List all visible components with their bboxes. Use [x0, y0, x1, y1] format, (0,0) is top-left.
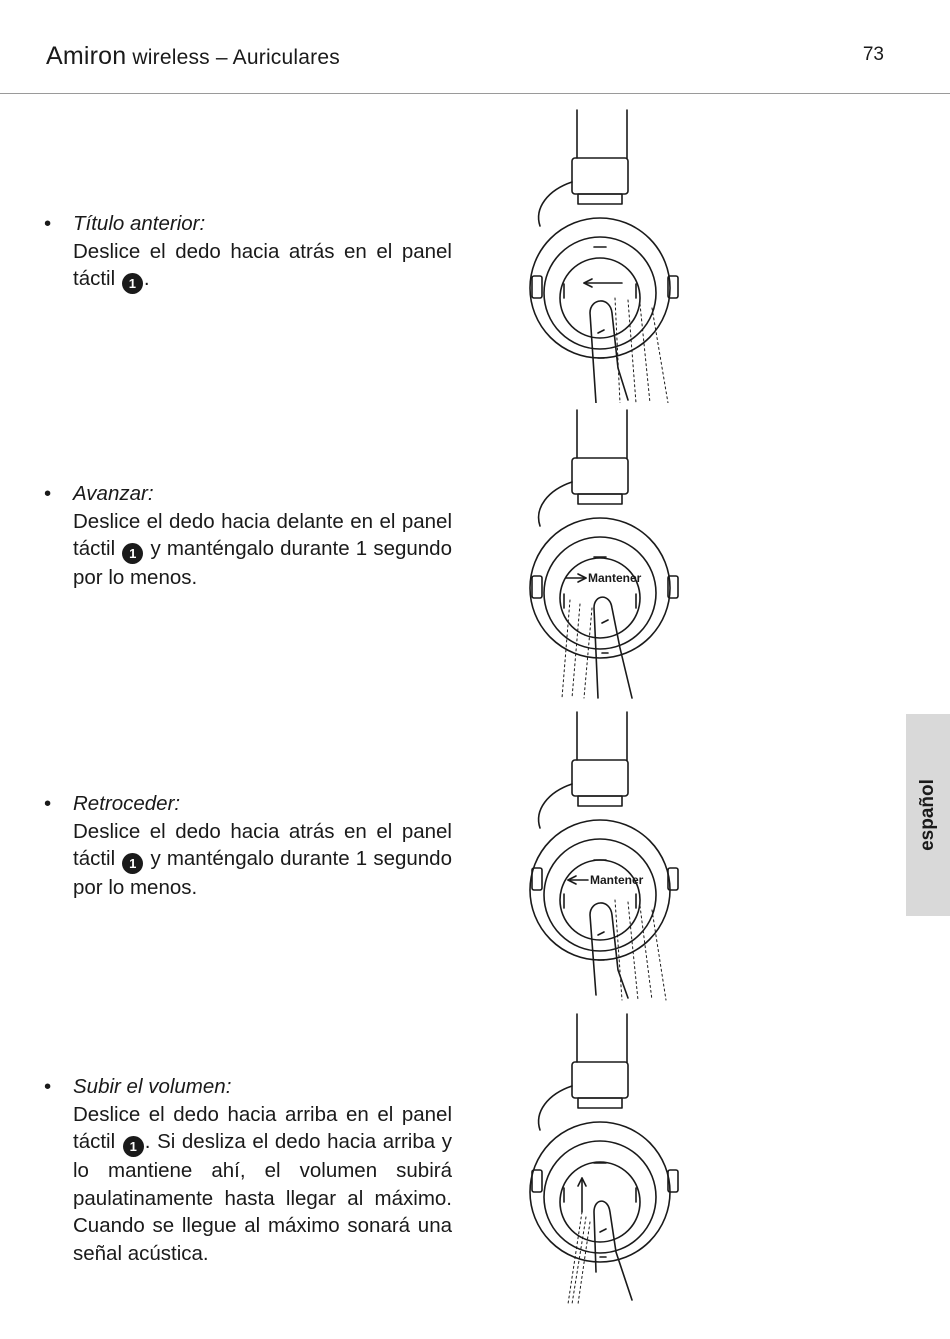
header-brand: Amiron [46, 42, 127, 70]
instruction-forward [44, 480, 452, 592]
bullet: • [44, 792, 52, 815]
headphone-swipe-back-illustration [520, 108, 700, 403]
instruction-text: Deslice el dedo hacia delante en el panel táctil [73, 509, 452, 560]
instruction-text: Deslice el dedo hacia arriba en el panel táctil [73, 1102, 452, 1153]
header-subtitle: wireless – Auriculares [126, 46, 340, 69]
page-header [0, 0, 950, 94]
hold-label: Mantener [590, 873, 644, 887]
instruction-text: y manténgalo durante 1 segundo por lo menos. [73, 537, 452, 589]
headphone-swipe-forward-hold-illustration [520, 408, 700, 703]
touch-panel-number-badge: 1 [122, 853, 143, 874]
instruction-text: . Si desliza el dedo hacia arriba y lo mantiene ahí, el volumen subirá paulatinamente hasta llegar al máximo. Cuando se llegue al máximo sonará una señal acústica. [73, 1130, 452, 1265]
bullet: • [44, 212, 52, 235]
bullet: • [44, 482, 52, 505]
instruction-heading: Subir el volumen: [73, 1075, 232, 1098]
touch-panel-number-badge: 1 [122, 543, 143, 564]
language-tab-label: español [917, 779, 938, 851]
instruction-text: Deslice el dedo hacia atrás en el panel táctil [73, 819, 452, 870]
instruction-body [73, 818, 452, 902]
headphone-swipe-back-hold-illustration [520, 710, 700, 1005]
instruction-volume-up [44, 1073, 452, 1267]
instruction-body [73, 508, 452, 592]
instruction-body [73, 238, 452, 295]
language-tab [906, 714, 950, 916]
instruction-text: Deslice el dedo hacia atrás en el panel táctil [73, 239, 452, 290]
touch-panel-number-badge: 1 [122, 273, 143, 294]
instruction-text: y manténgalo durante 1 segundo por lo menos. [73, 847, 452, 899]
instruction-heading: Título anterior: [73, 212, 206, 235]
instruction-backward [44, 790, 452, 902]
instruction-text: . [143, 267, 150, 290]
instruction-body [73, 1101, 452, 1268]
instruction-heading: Avanzar: [73, 482, 154, 505]
bullet: • [44, 1075, 52, 1098]
instruction-heading: Retroceder: [73, 792, 181, 815]
touch-panel-number-badge: 1 [123, 1136, 144, 1157]
instruction-previous-title [44, 210, 452, 294]
hold-label: Mantener [588, 571, 642, 585]
header-title [46, 42, 340, 71]
page-number: 73 [862, 44, 884, 65]
headphone-swipe-up-illustration [520, 1012, 700, 1307]
